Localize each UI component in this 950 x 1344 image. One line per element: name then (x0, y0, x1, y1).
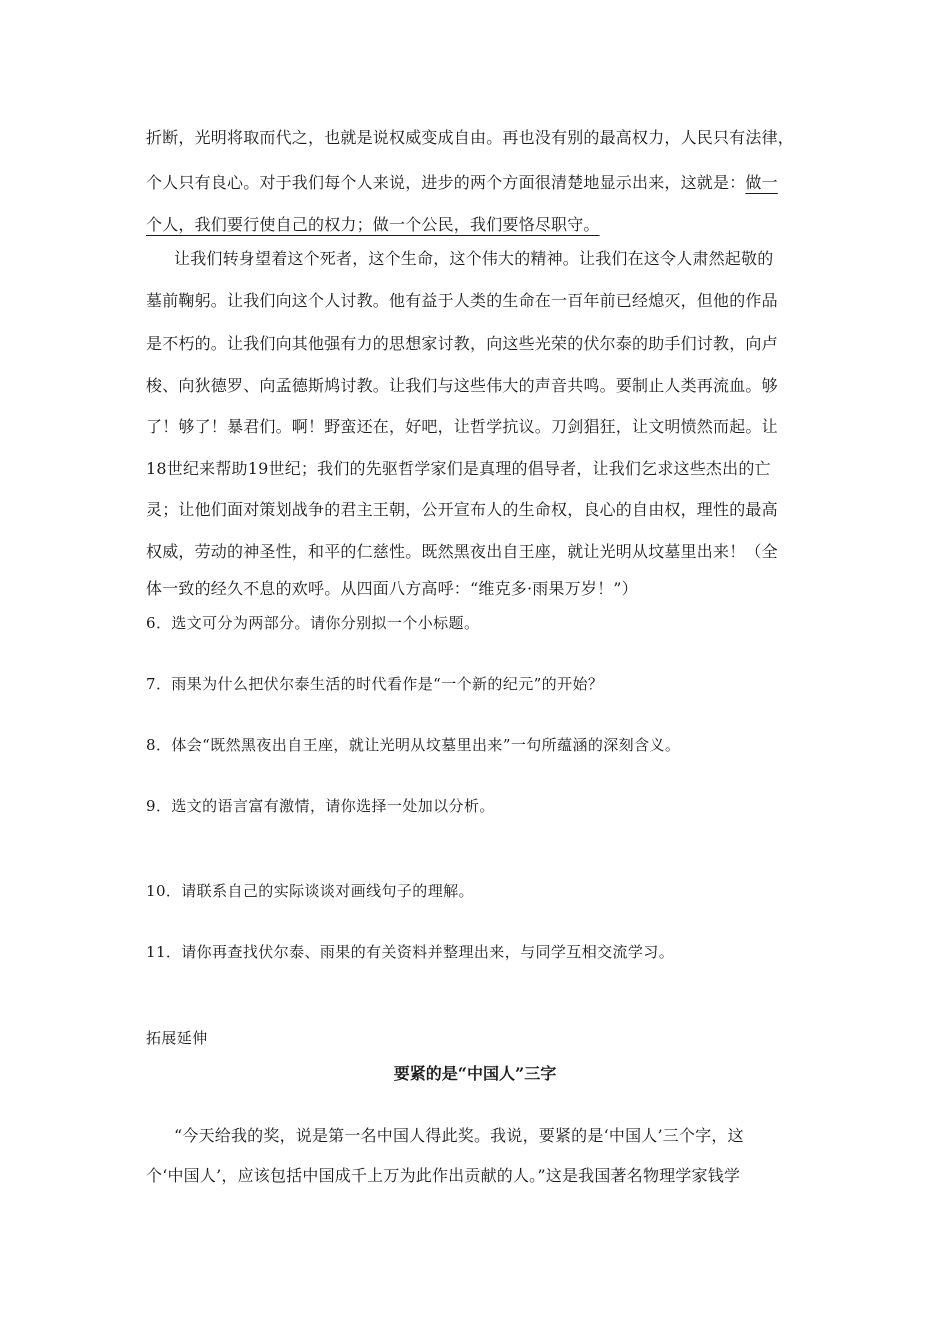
passage-line-12: 体一致的经久不息的欢呼。从四面八方高呼：“维克多·雨果万岁！”） (146, 579, 638, 598)
question-9: 9．选文的语言富有激情，请你选择一处加以分析。 (146, 797, 495, 815)
passage-line-2-text: 个人只有良心。对于我们每个人来说，进步的两个方面很清楚地显示出来，这就是： (146, 173, 746, 192)
passage-line-10: 灵；让他们面对策划战争的君主王朝，公开宣布人的生命权，良心的自由权，理性的最高 (146, 500, 778, 519)
section-heading: 拓展延伸 (146, 1029, 208, 1047)
question-11: 11．请你再查找伏尔泰、雨果的有关资料并整理出来，与同学互相交流学习。 (146, 943, 675, 961)
passage-line-9: 18世纪来帮助19世纪；我们的先驱哲学家们是真理的倡导者，让我们乞求这些杰出的亡 (146, 459, 771, 478)
question-6: 6．选文可分为两部分。请你分别拟一个小标题。 (146, 614, 480, 632)
article-line-1: “今天给我的奖，说是第一名中国人得此奖。我说，要紧的是‘中国人’三个字，这 (174, 1126, 744, 1145)
article-line-2: 个‘中国人’，应该包括中国成千上万为此作出贡献的人。”这是我国著名物理学家钱学 (146, 1166, 741, 1185)
question-8: 8．体会“既然黑夜出自王座，就让光明从坟墓里出来”一句所蕴涵的深刻含义。 (146, 736, 681, 754)
passage-line-8: 了！够了！暴君们。啊！野蛮还在，好吧，让哲学抗议。刀剑猖狂，让文明愤然而起。让 (146, 417, 778, 436)
question-7: 7．雨果为什么把伏尔泰生活的时代看作是“一个新的纪元”的开始？ (146, 675, 604, 693)
underlined-sentence-start: 做一 (745, 173, 778, 192)
question-10: 10．请联系自己的实际谈谈对画线句子的理解。 (146, 882, 474, 900)
passage-line-1: 折断，光明将取而代之，也就是说权威变成自由。再也没有别的最高权力，人民只有法律， (146, 128, 795, 147)
underlined-sentence: 个人，我们要行使自己的权力；做一个公民，我们要恪尽职守。 (146, 215, 600, 234)
passage-line-11: 权威，劳动的神圣性，和平的仁慈性。既然黑夜出自王座，就让光明从坟墓里出来！（全 (146, 542, 778, 561)
passage-line-4: 让我们转身望着这个死者，这个生命，这个伟大的精神。让我们在这令人肃然起敬的 (174, 249, 774, 268)
passage-line-6: 是不朽的。让我们向其他强有力的思想家讨教，向这些光荣的伏尔泰的助手们讨教，向卢 (146, 334, 778, 353)
passage-line-2 (146, 170, 778, 193)
passage-line-5: 墓前鞠躬。让我们向这个人讨教。他有益于人类的生命在一百年前已经熄灭，但他的作品 (146, 291, 778, 310)
article-title: 要紧的是“中国人”三字 (393, 1064, 557, 1083)
passage-line-7: 梭、向狄德罗、向孟德斯鸠讨教。让我们与这些伟大的声音共鸣。要制止人类再流血。够 (146, 376, 778, 395)
